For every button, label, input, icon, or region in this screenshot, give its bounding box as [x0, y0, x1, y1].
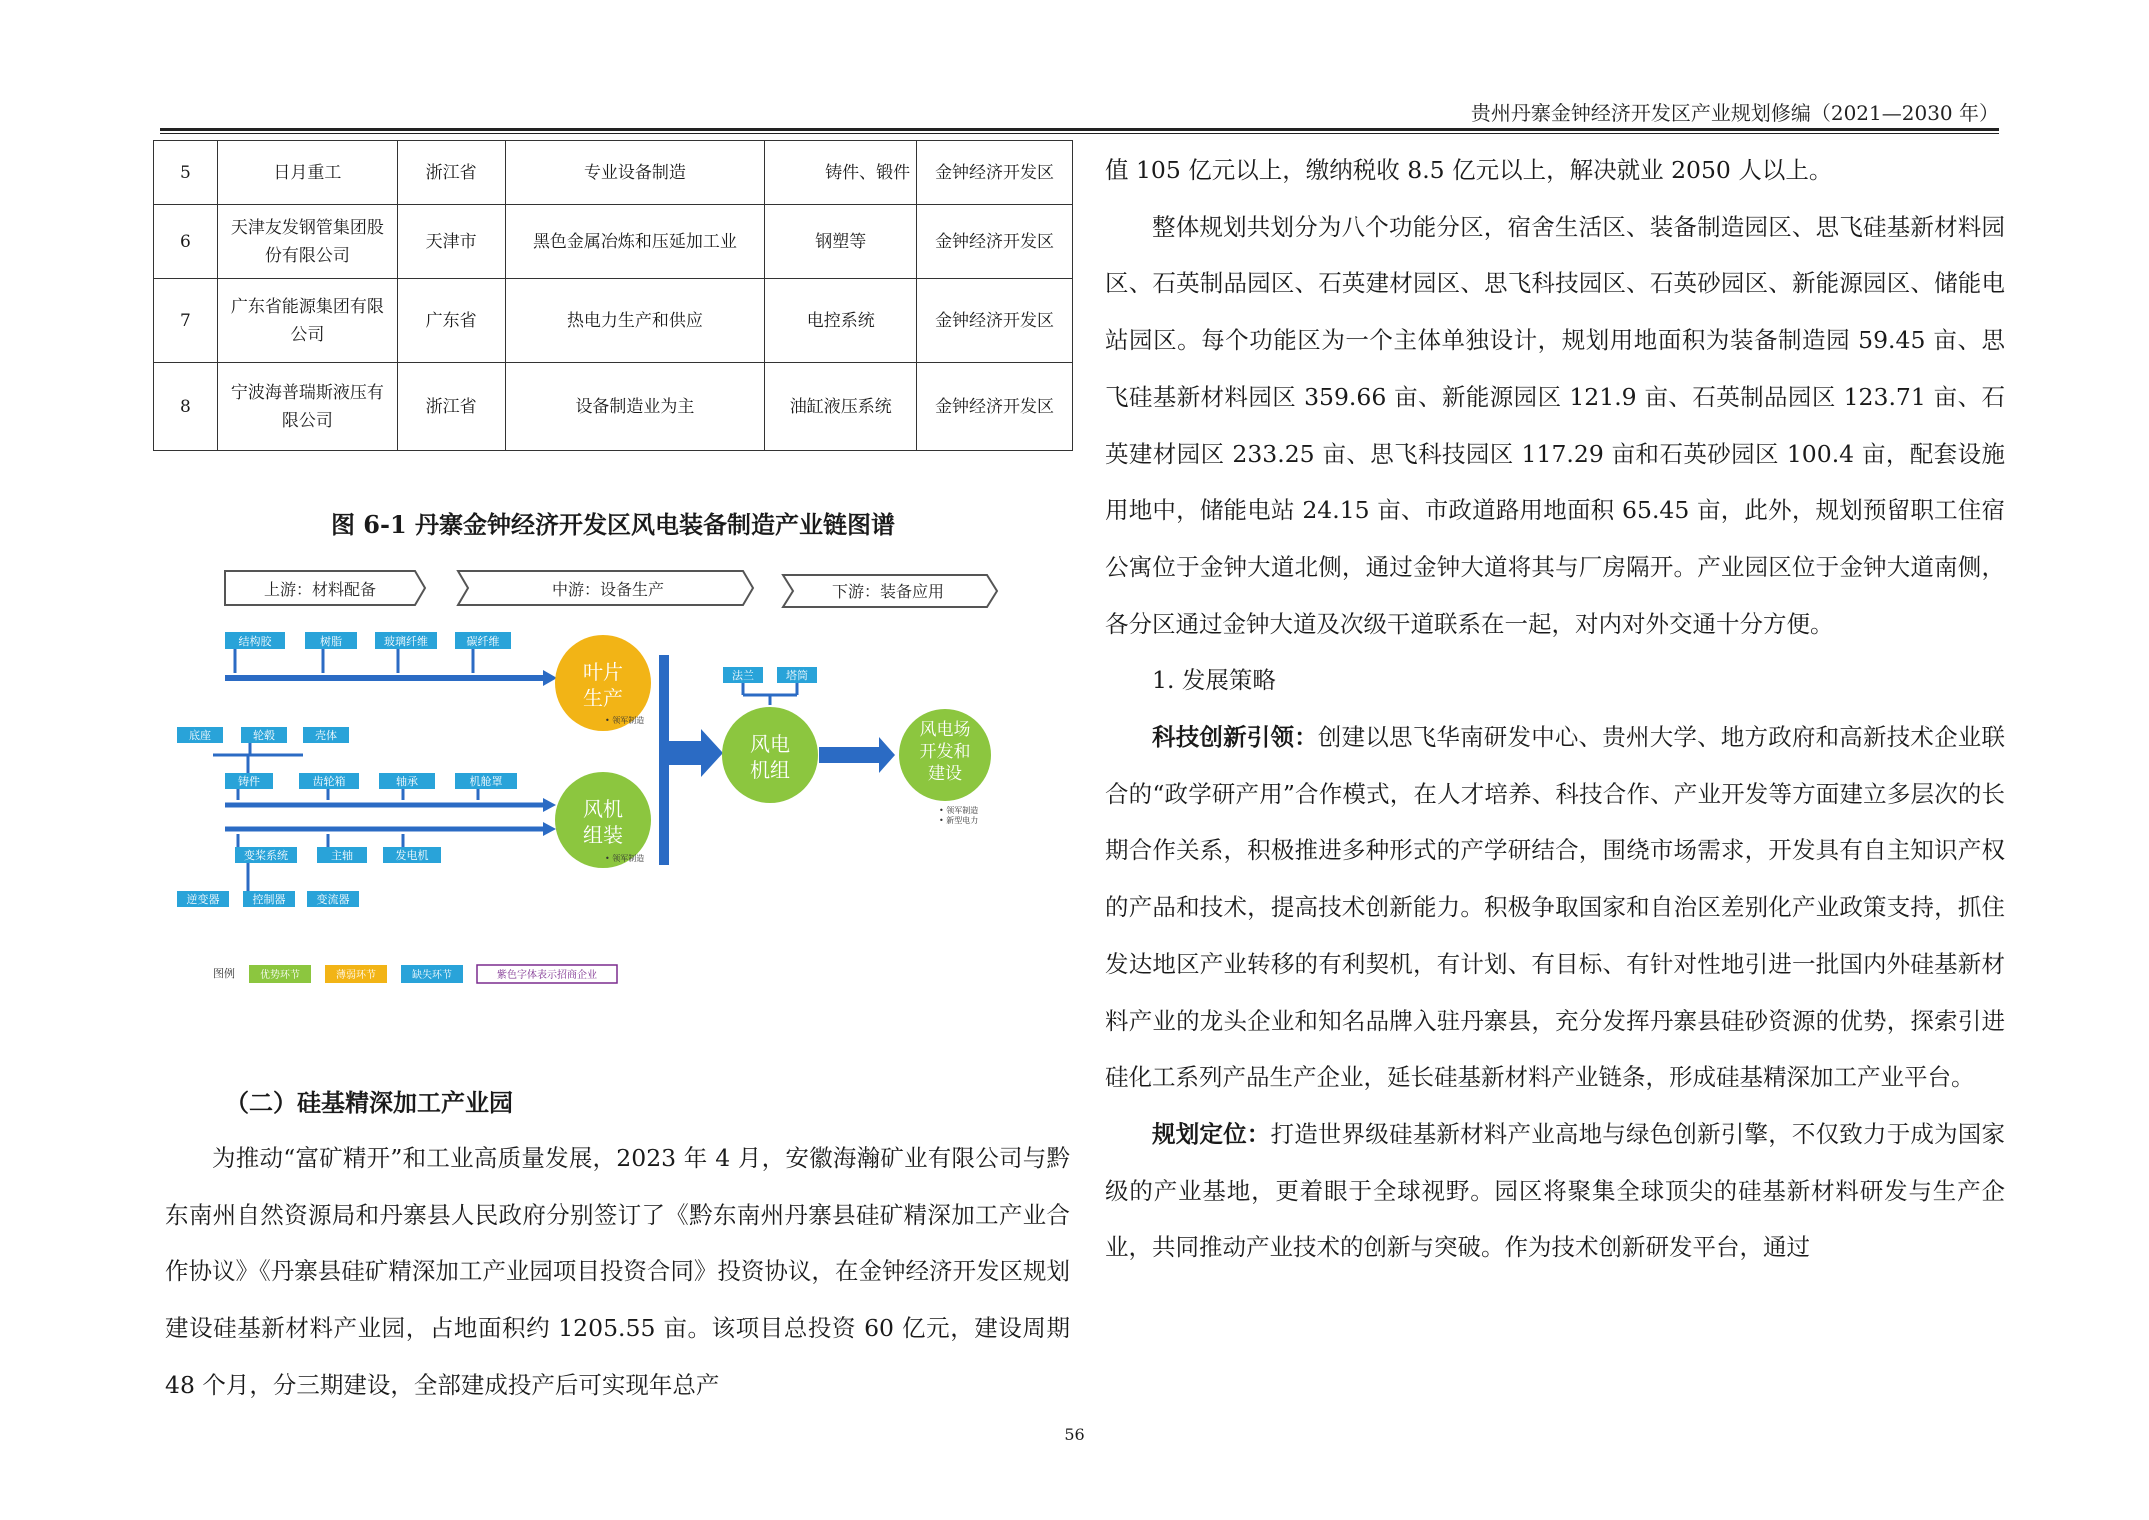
strategy-heading: 1. 发展策略	[1152, 666, 1276, 695]
material-tag-label: 底座	[189, 729, 211, 742]
node-assembly-note: • 领军制造	[605, 854, 645, 863]
figure-title: 图 6-1 丹寨金钟经济开发区风电装备制造产业链图谱	[330, 510, 896, 539]
node-blade-label: 叶片生产	[583, 660, 623, 710]
company-table	[153, 140, 1073, 451]
legend-item: 紫色字体表示招商企业	[497, 970, 597, 981]
material-tag-label: 壳体	[315, 729, 337, 742]
material-tag-label: 轮毂	[253, 729, 275, 742]
table-cell-no: 6	[154, 205, 218, 279]
table-cell-product: 油缸液压系统	[765, 363, 917, 451]
table-cell-product: 电控系统	[765, 279, 917, 363]
position-body: 打造世界级硅基新材料产业高地与绿色创新引擎，不仅致力于成为国家级的产业基地，更着眼于全球视野。园区将聚集全球顶尖的硅基新材料研发与生产企业，共同推动产业技术的创新与突破。作为技术创新研发平台，通过	[1105, 1119, 2005, 1262]
material-tag-label: 碳纤维	[466, 635, 500, 648]
part-tag-label: 轴承	[396, 775, 418, 788]
material-tag-label: 树脂	[320, 635, 342, 648]
blade-materials	[225, 632, 557, 686]
legend-item: 优势环节	[260, 970, 300, 981]
tech-lead: 科技创新引领：	[1152, 723, 1318, 752]
industry-chain-diagram	[153, 555, 1073, 1015]
table-cell-company: 天津友发钢管集团股份有限公司	[217, 205, 397, 279]
table-cell-industry: 黑色金属冶炼和压延加工业	[505, 205, 765, 279]
legend-label: 图例	[213, 967, 235, 980]
table-cell-industry: 设备制造业为主	[505, 363, 765, 451]
node-blade-note: • 领军制造	[605, 716, 645, 725]
stage-label-downstream: 下游：装备应用	[831, 582, 945, 601]
header-title: 贵州丹寨金钟经济开发区产业规划修编（2021—2030 年）	[1470, 101, 1999, 125]
right-paragraph-1: 值 105 亿元以上，缴纳税收 8.5 亿元以上，解决就业 2050 人以上。	[1105, 156, 1833, 184]
legend-item: 缺失环节	[412, 970, 452, 981]
node-assembly-label: 风机组装	[583, 797, 623, 847]
farm-note: • 领军制造	[939, 806, 979, 815]
table-cell-company: 宁波海普瑞斯液压有限公司	[217, 363, 397, 451]
farm-note: • 新型电力	[939, 816, 979, 825]
table-cell-province: 天津市	[397, 205, 505, 279]
section-heading: （二）硅基精深加工产业园	[225, 1088, 513, 1117]
table-row	[154, 363, 1073, 451]
unit-to-farm-arrow	[819, 737, 895, 773]
table-cell-industry: 热电力生产和供应	[505, 279, 765, 363]
unit-input-label: 塔筒	[786, 669, 808, 682]
merge-bar	[659, 655, 669, 865]
part-tag-label: 齿轮箱	[312, 775, 346, 788]
part-tag-label: 变流器	[316, 893, 350, 906]
table-cell-no: 7	[154, 279, 218, 363]
unit-input-label: 法兰	[732, 669, 754, 682]
part-tag-label: 铸件	[238, 775, 260, 788]
part-tag-label: 控制器	[252, 893, 286, 906]
node-farm-label: 风电场开发和建设	[919, 720, 971, 784]
table-cell-company: 广东省能源集团有限公司	[217, 279, 397, 363]
table-cell-location: 金钟经济开发区	[917, 141, 1073, 205]
merge-arrow	[669, 729, 723, 777]
left-paragraph: 为推动“富矿精开”和工业高质量发展，2023 年 4 月，安徽海瀚矿业有限公司与黔东南州自然资源局和丹寨县人民政府分别签订了《黔东南州丹寨县硅矿精深加工产业合作协议》《丹寨县硅矿精深加工产业园项目投资合同》投资协议，在金钟经济开发区规划建设硅基新材料产业园，占地面积约 1205.55 亩。该项目总投资 60 亿元，建设周期 48 个月，分三期建设，全部建成投产后可实现年总产	[165, 1144, 1070, 1399]
table-cell-industry: 专业设备制造	[505, 141, 765, 205]
part-tag-label: 逆变器	[186, 893, 220, 906]
table-cell-no: 5	[154, 141, 218, 205]
position-lead: 规划定位：	[1152, 1119, 1271, 1148]
table-row	[154, 141, 1073, 205]
table-cell-location: 金钟经济开发区	[917, 279, 1073, 363]
header-rule	[160, 128, 1999, 131]
table-cell-location: 金钟经济开发区	[917, 363, 1073, 451]
table-cell-product: 铸件、锻件	[765, 141, 917, 205]
table-cell-province: 浙江省	[397, 141, 505, 205]
assembly-parts	[177, 755, 556, 907]
part-tag-label: 机舱罩	[469, 775, 503, 788]
tower-materials	[177, 727, 349, 755]
table-cell-province: 浙江省	[397, 363, 505, 451]
node-unit-label: 风电机组	[750, 732, 790, 782]
part-tag-label: 主轴	[331, 849, 353, 862]
tech-body: 创建以思飞华南研发中心、贵州大学、地方政府和高新技术企业联合的“政学研产用”合作模式，在人才培养、科技合作、产业开发等方面建立多层次的长期合作关系，积极推进多种形式的产学研结合，围绕市场需求，开发具有自主知识产权的产品和技术，提高技术创新能力。积极争取国家和自治区差别化产业政策支持，抓住发达地区产业转移的有利契机，有计划、有目标、有针对性地引进一批国内外硅基新材料产业的龙头企业和知名品牌入驻丹寨县，充分发挥丹寨县硅砂资源的优势，探索引进硅化工系列产品生产企业，延长硅基新材料产业链条，形成硅基精深加工产业平台。	[1105, 723, 2006, 1092]
material-tag-label: 玻璃纤维	[384, 635, 428, 648]
right-paragraph-2: 整体规划共划分为八个功能分区，宿舍生活区、装备制造园区、思飞硅基新材料园区、石英制品园区、石英建材园区、思飞科技园区、石英砂园区、新能源园区、储能电站园区。每个功能区为一个主体单独设计，规划用地面积为装备制造园 59.45 亩、思飞硅基新材料园区 359.66 亩、新能源园区 121.9 亩、石英制品园区 123.71 亩、石英建材园区 233.25 亩、思飞科技园区 117.29 亩和石英砂园区 100.4 亩，配套设施用地中，储能电站 24.15 亩、市政道路用地面积 65.45 亩，此外，规划预留职工住宿公寓位于金钟大道北侧，通过金钟大道将其与厂房隔开。产业园区位于金钟大道南侧，各分区通过金钟大道及次级干道联系在一起，对内对外交通十分方便。	[1105, 212, 2005, 638]
table-row	[154, 205, 1073, 279]
table-cell-no: 8	[154, 363, 218, 451]
table-cell-province: 广东省	[397, 279, 505, 363]
header-rule-thin	[160, 133, 1999, 134]
right-column	[1105, 142, 2005, 1276]
table-cell-product: 钢塑等	[765, 205, 917, 279]
page-number: 56	[1064, 1425, 1085, 1444]
part-tag-label: 变桨系统	[244, 849, 288, 862]
table-row	[154, 279, 1073, 363]
part-tag-label: 发电机	[395, 849, 429, 862]
stage-label-upstream: 上游：材料配备	[263, 580, 377, 599]
table-cell-company: 日月重工	[217, 141, 397, 205]
material-tag-label: 结构胶	[238, 635, 272, 648]
stage-label-midstream: 中游：设备生产	[551, 580, 665, 599]
industry-chain-figure	[153, 555, 1073, 1015]
right-paragraph-tech	[1105, 709, 2005, 1106]
legend-item: 薄弱环节	[336, 970, 376, 981]
table-cell-location: 金钟经济开发区	[917, 205, 1073, 279]
right-paragraph-position	[1105, 1106, 2005, 1276]
